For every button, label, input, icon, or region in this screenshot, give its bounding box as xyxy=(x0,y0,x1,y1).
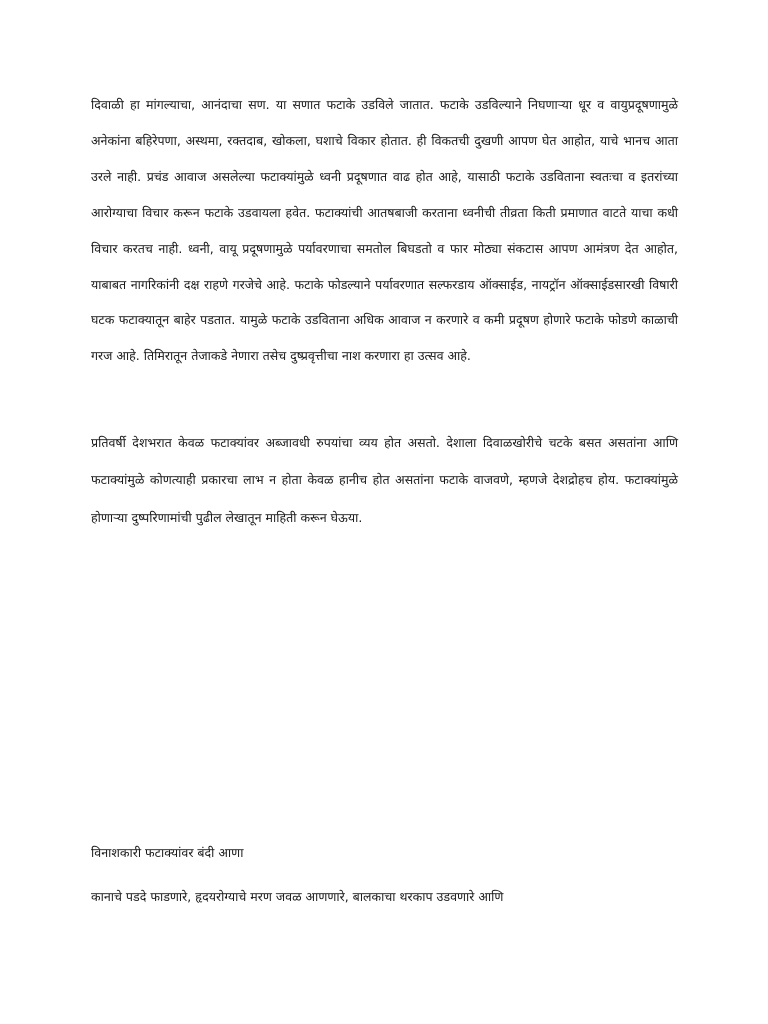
paragraph-diwali-intro xyxy=(91,87,678,374)
paragraph-destructive-firecrackers xyxy=(91,884,678,910)
paragraph-text: प्रतिवर्षी देशभरात केवळ फटाक्यांवर अब्जावधी रुपयांचा व्यय होत असतो. देशाला दिवाळखोरीचे चटके बसत असतांना आणि फटाक्यांमुळे कोणत्याही प्रकारचा लाभ न होता केवळ हानीच होत असतांना फटाके वाजवणे, म्हणजे देशद्रोहच होय. फटाक्यांमुळे होणाऱ्या दुष्परिणामांची पुढील लेखातून माहिती करून घेऊया. xyxy=(91,435,678,525)
section-heading: विनाशकारी फटाक्यांवर बंदी आणा xyxy=(91,845,244,860)
paragraph-text: दिवाळी हा मांगल्याचा, आनंदाचा सण. या सणात फटाके उडविले जातात. फटाके उडविल्याने निघणाऱ्या धूर व वायुप्रदूषणामुळे अनेकांना बहिरेपणा, अस्थमा, रक्तदाब, खोकला, घशाचे विकार होतात. ही विकतची दुखणी आपण घेत आहोत, याचे भानच आता उरले नाही. प्रचंड आवाज असलेल्या फटाक्यांमुळे ध्वनी प्रदूषणात वाढ होत आहे, यासाठी फटाके उडविताना स्वतःचा व इतरांच्या आरोग्याचा विचार करून फटाके उडवायला हवेत. फटाक्यांची आतषबाजी करताना ध्वनीची तीव्रता किती प्रमाणात वाटते याचा कधी विचार करतच नाही. ध्वनी, वायू प्रदूषणामुळे पर्यावरणाचा समतोल बिघडतो व फार मोठ्या संकटास आपण आमंत्रण देत आहोत, याबाबत नागरिकांनी दक्ष राहणे गरजेचे आहे. फटाके फोडल्याने पर्यावरणात सल्फरडाय ऑक्साईड, नायट्रॉन ऑक्साईडसारखी विषारी घटक फटाक्यातून बाहेर पडतात. यामुळे फटाके उडविताना अधिक आवाज न करणारे व कमी प्रदूषण होणारे फटाके फोडणे काळाची गरज आहे. तिमिरातून तेजाकडे नेणारा तसेच दुष्प्रवृत्तीचा नाश करणारा हा उत्सव आहे. xyxy=(91,97,678,364)
paragraph-expenditure xyxy=(91,424,678,536)
paragraph-text: कानाचे पडदे फाडणारे, हृदयरोग्याचे मरण जवळ आणणारे, बालकाचा थरकाप उडवणारे आणि xyxy=(91,889,504,904)
